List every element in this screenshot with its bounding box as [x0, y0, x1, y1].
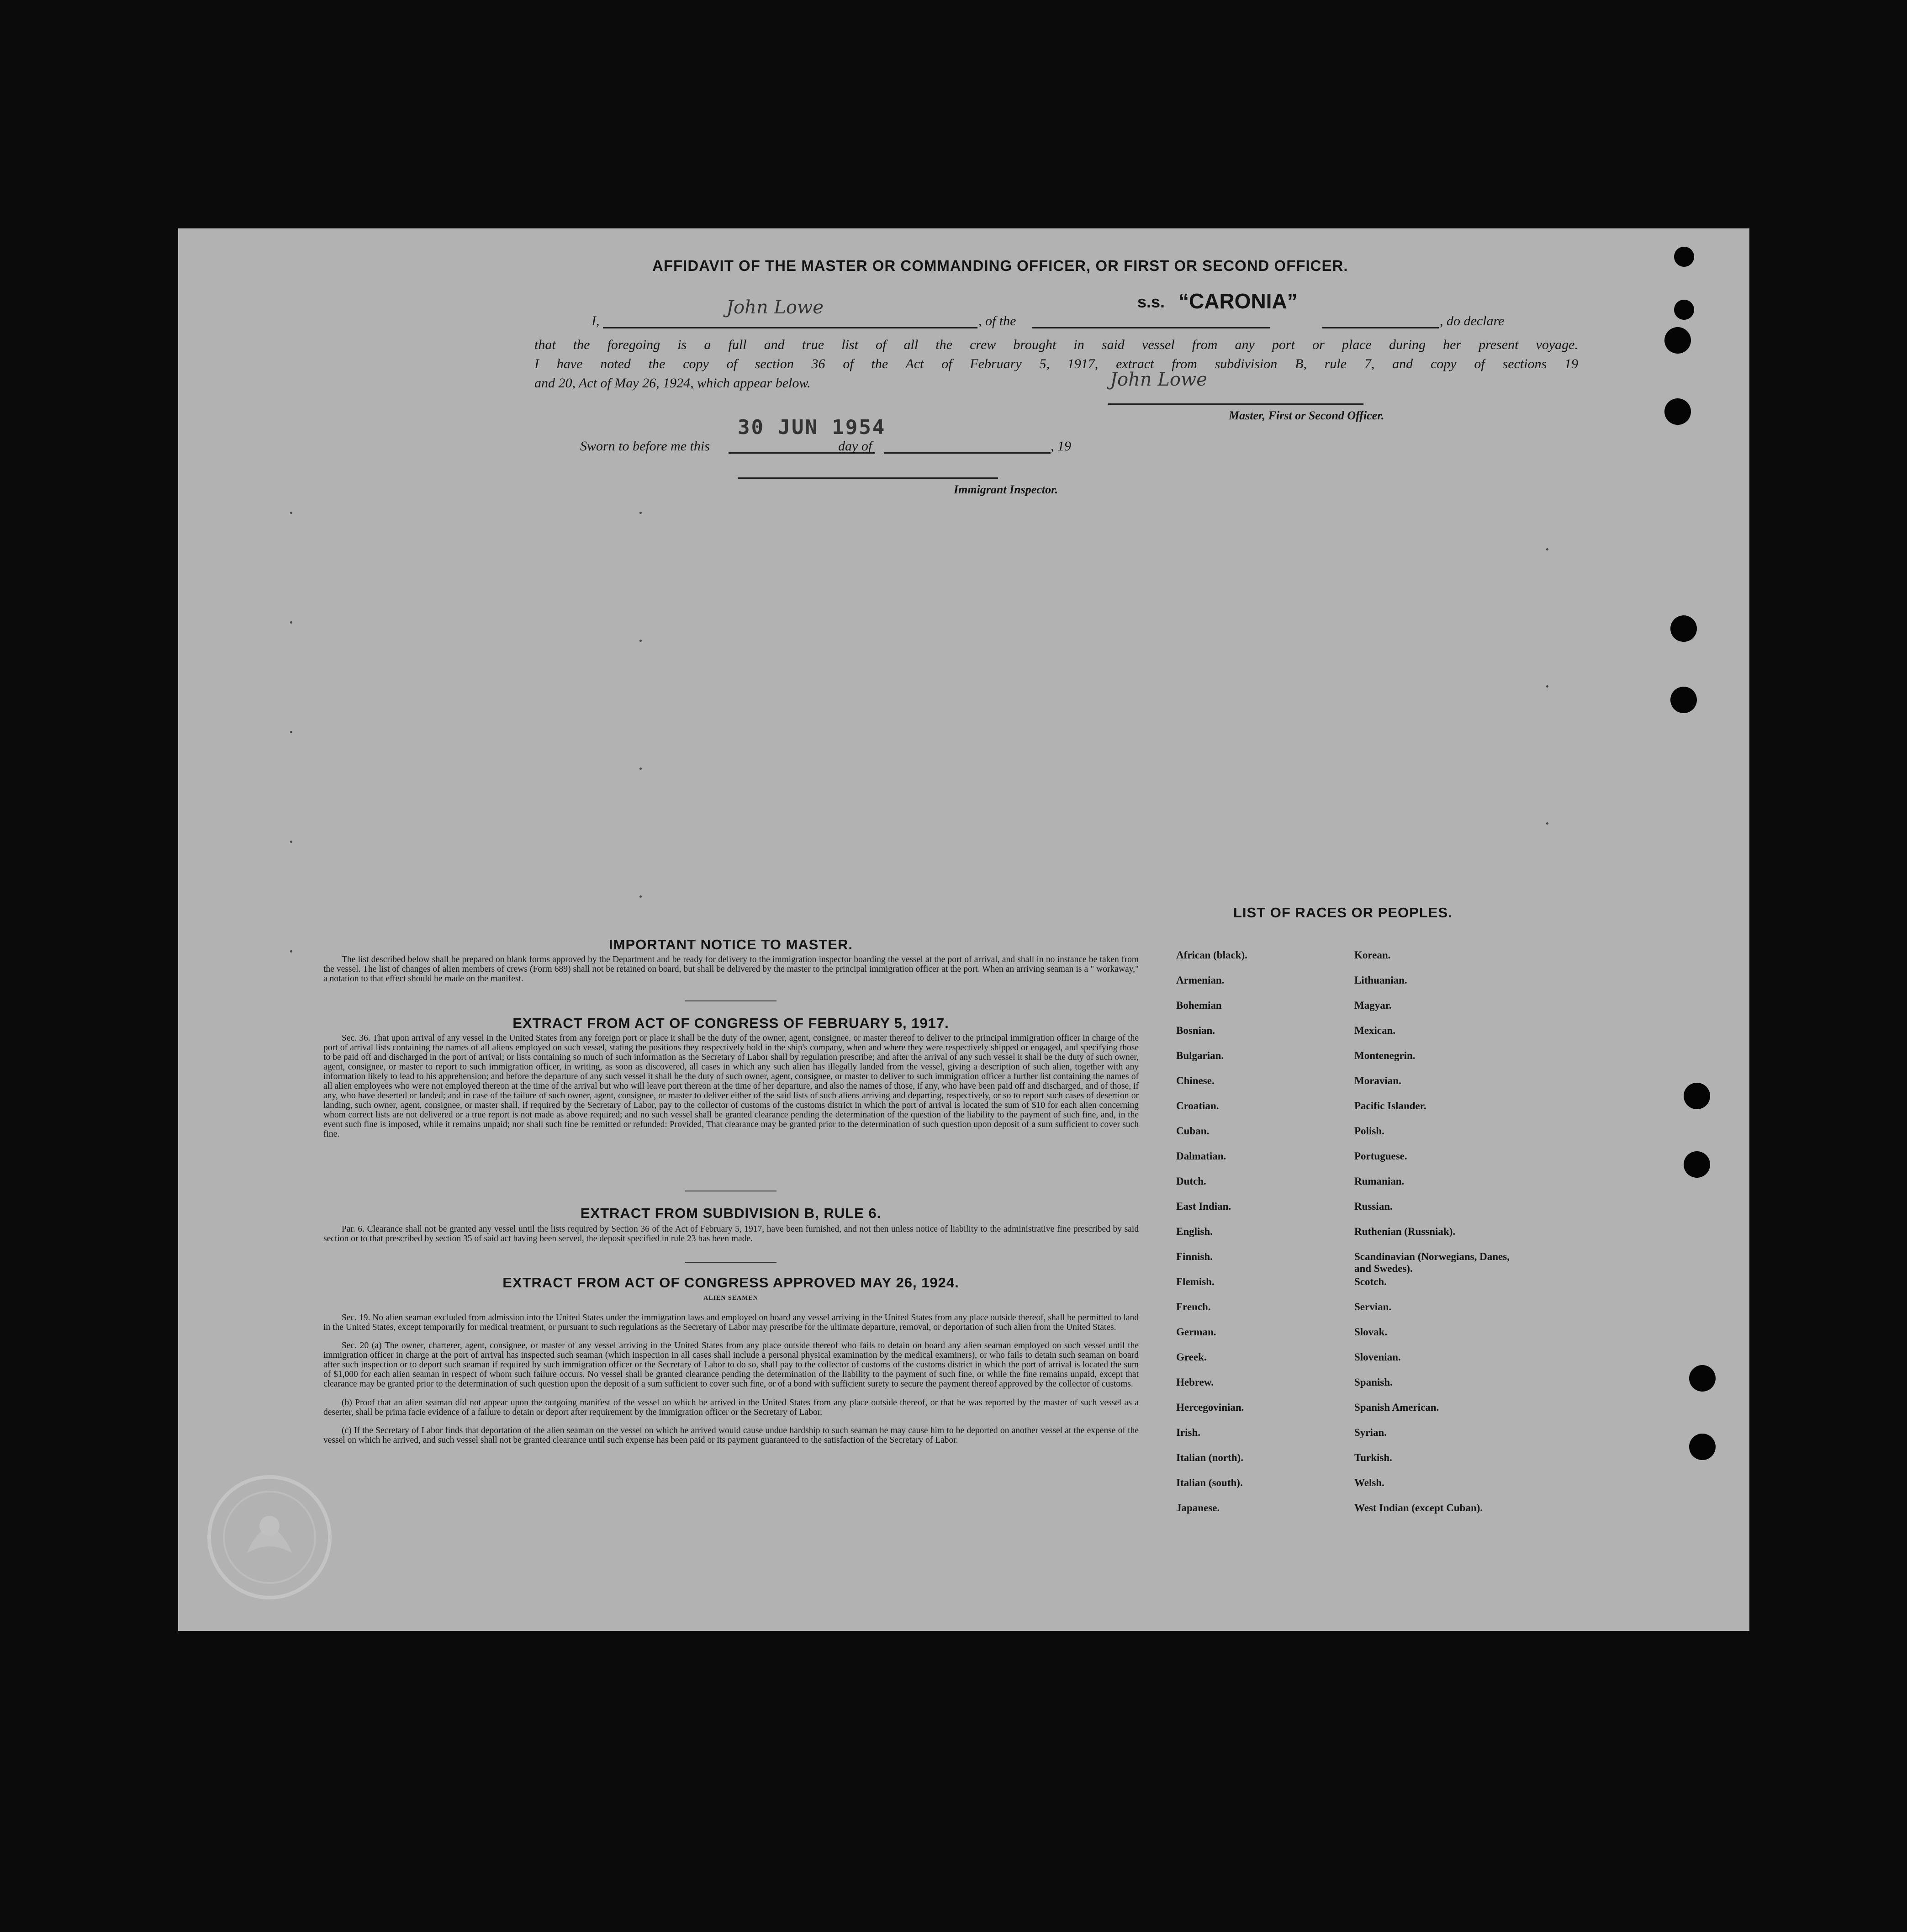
race-item: Bosnian. [1176, 1025, 1215, 1036]
race-item: Dalmatian. [1176, 1150, 1226, 1162]
guide-dot [1546, 822, 1548, 825]
guide-dot [290, 731, 292, 733]
race-item: Pacific Islander. [1354, 1100, 1426, 1112]
inspector-label: Immigrant Inspector. [954, 483, 1058, 496]
rank-line [1032, 327, 1270, 328]
race-item: Flemish. [1176, 1276, 1215, 1287]
race-item: Hercegovinian. [1176, 1402, 1244, 1413]
guide-dot [290, 512, 292, 514]
punch-hole [1689, 1365, 1716, 1392]
inspector-line [738, 477, 998, 479]
of-the-label: , of the [978, 313, 1016, 328]
alien-seamen-subtitle: ALIEN SEAMEN [703, 1295, 758, 1302]
punch-hole [1664, 327, 1691, 354]
race-item: Bulgarian. [1176, 1050, 1224, 1061]
sec-20a-text: Sec. 20 (a) The owner, charterer, agent, consignee, or master of any vessel arriving in the United States from any place outside thereof who fails to detain on board any alien seaman employed on such vessel until the immigration officer in charge at the port of arrival has inspected such seaman (which inspection in all cases shall include a personal physical examination by the medical examiners), or who fails to detain such seaman on board after such inspection or to deport such seaman if required by such immigration officer or the Secretary of Labor to do so, shall pay to the collector of customs of the customs district in which the port of arrival is located the sum of $1,000 for each alien seaman in respect of whom such failure occurs. No vessel shall be granted clearance pending the determination of the liability to the payment of such fine, or while the fine remains unpaid, except that clearance may be granted prior to the determination of such question upon the deposit of a sum sufficient to cover such fine, or of a bond with sufficient surety to secure the payment thereof approved by the collector of customs. [323, 1341, 1139, 1389]
race-item: Irish. [1176, 1427, 1201, 1438]
act-1924-title: EXTRACT FROM ACT OF CONGRESS APPROVED MAY 26, 1924. [502, 1275, 959, 1291]
race-item: African (black). [1176, 949, 1247, 961]
guide-dot [290, 950, 292, 953]
race-item: Syrian. [1354, 1427, 1387, 1438]
race-item: East Indian. [1176, 1201, 1231, 1212]
race-item: Armenian. [1176, 974, 1225, 986]
punch-hole [1670, 615, 1697, 642]
race-item: Croatian. [1176, 1100, 1219, 1112]
guide-dot [639, 895, 642, 898]
race-item: French. [1176, 1301, 1211, 1313]
day-of-label: day of [838, 439, 872, 454]
race-item: Portuguese. [1354, 1150, 1407, 1162]
race-item: Japanese. [1176, 1502, 1220, 1514]
sec-19-text: Sec. 19. No alien seaman excluded from admission into the United States under the immigration laws and employed on board any vessel arriving in the United States from any place outside thereof, shall be permitted to land in the United States, except temporarily for medical treatment, or pursuant to such regulations as the Secretary of Labor may prescribe for the ultimate departure, removal, or deportation of such alien from the United States. [323, 1313, 1139, 1332]
punch-hole [1684, 1083, 1710, 1109]
punch-hole [1684, 1151, 1710, 1178]
declare-line [1322, 327, 1439, 328]
embossed-seal-icon [203, 1471, 336, 1604]
master-signature: John Lowe [1110, 369, 1207, 390]
guide-dot [639, 512, 642, 514]
subdivision-title: EXTRACT FROM SUBDIVISION B, RULE 6. [580, 1205, 882, 1221]
race-item: Moravian. [1354, 1075, 1401, 1086]
race-item: German. [1176, 1326, 1216, 1338]
affidavit-heading: AFFIDAVIT OF THE MASTER OR COMMANDING OFFICER, OR FIRST OR SECOND OFFICER. [652, 257, 1348, 274]
declaration-line-2: that the foregoing is a full and true list of all the crew brought in said vessel from any port or place during her present voyage. [534, 337, 1578, 352]
race-item: Servian. [1354, 1301, 1392, 1313]
race-item: Slovenian. [1354, 1351, 1401, 1363]
date-stamp: 30 JUN 1954 [738, 416, 886, 439]
subdivision-text: Par. 6. Clearance shall not be granted any vessel until the lists required by Section 36 of the Act of February 5, 1917, have been furnished, and not then unless notice of liability to the administrative fine prescribed by said section or to that prescribed by section 35 of said act having been served, the deposit specified in rule 23 has been made. [323, 1224, 1139, 1244]
guide-dot [639, 768, 642, 770]
race-item: Cuban. [1176, 1125, 1210, 1137]
race-item: Greek. [1176, 1351, 1207, 1363]
punch-hole [1670, 687, 1697, 713]
act-1917-title: EXTRACT FROM ACT OF CONGRESS OF FEBRUARY 5, 1917. [512, 1015, 949, 1031]
race-item: Hebrew. [1176, 1376, 1214, 1388]
race-item: English. [1176, 1226, 1213, 1237]
race-item: Scandinavian (Norwegians, Danes, and Swedes). [1354, 1251, 1510, 1274]
race-item: Italian (north). [1176, 1452, 1243, 1463]
punch-hole [1689, 1434, 1716, 1460]
race-item: Italian (south). [1176, 1477, 1243, 1488]
name-line [603, 327, 977, 328]
signature-line [1108, 403, 1363, 405]
race-item: Scotch. [1354, 1276, 1387, 1287]
notice-title: IMPORTANT NOTICE TO MASTER. [609, 937, 853, 953]
notice-text: The list described below shall be prepared on blank forms approved by the Department and be ready for delivery to the immigration inspector boarding the vessel at the port of arrival, and shall in no instance be taken from the vessel. The list of changes of alien members of crews (Form 689) shall not be retained on board, but shall be delivered by the master to the principal immigration officer at the port. When an arriving seaman is a " workaway," a notation to that effect should be made on the manifest. [323, 955, 1139, 984]
act-1917-text: Sec. 36. That upon arrival of any vessel in the United States from any foreign port or place it shall be the duty of the owner, agent, consignee, or master thereof to deliver to the principal immigration officer in charge of the port of arrival lists containing the names of all aliens employed on such vessel, stating the positions they respectively hold in the ship's company, when and where they were respectively shipped or engaged, and specifying those to be paid off and discharged in the port of arrival; or lists containing so much of such information as the Secretary of Labor shall by regulation prescribe; and after the arrival of any such vessel it shall be the duty of such owner, agent, consignee, or master to report to such immigration officer, in writing, as soon as discovered, all cases in which any such alien has illegally landed from the vessel, giving a description of such alien, together with any information likely to lead to his apprehension; and before the departure of any such vessel it shall be the duty of such owner, agent, consignee, or master to deliver to such immigration officer a further list containing the names of all alien employees who were not employed thereon at the time of the arrival but who will leave port thereon at the time of her departure, and also the names of those, if any, who have been paid off and discharged, and of those, if any, who have deserted or landed; and in case of the failure of such owner, agent, consignee, or master to deliver either of the said lists of such aliens arriving and departing, respectively, or so to report such cases of desertion or landing, such owner, agent, consignee, or master shall, if required by the Secretary of Labor, pay to the collector of customs of the customs district in which the port of arrival is located the sum of $10 for each alien concerning whom correct lists are not delivered or a true report is not made as above required; and no such vessel shall be granted clearance pending the determination of the question of the liability to the payment of such fine, and, in the event such fine is imposed, while it remains unpaid; nor shall such fine be remitted or refunded: Provided, That clearance may be granted prior to the determination of such question upon deposit of a sum sufficient to cover such fine. [323, 1033, 1139, 1139]
master-label: Master, First or Second Officer. [1229, 409, 1384, 422]
races-title: LIST OF RACES OR PEOPLES. [1233, 905, 1453, 921]
race-item: Russian. [1354, 1201, 1393, 1212]
race-item: Polish. [1354, 1125, 1384, 1137]
race-item: Korean. [1354, 949, 1391, 961]
separator [685, 1262, 777, 1263]
sec-20b-text: (b) Proof that an alien seaman did not appear upon the outgoing manifest of the vessel on which he arrived in the United States from any place outside thereof, or that he was reported by the master of such vessel as a deserter, shall be prima facie evidence of a failure to detain or deport after requirement by the immigration officer or the Secretary of Labor. [323, 1397, 1139, 1417]
vessel-prefix: s.s. [1137, 292, 1165, 311]
race-item: Chinese. [1176, 1075, 1215, 1086]
guide-dot [1546, 685, 1548, 688]
separator [685, 1000, 777, 1001]
act-1924-text [323, 1304, 1139, 1454]
declaration-line-3: I have noted the copy of section 36 of the Act of February 5, 1917, extract from subdivision B, rule 7, and copy of sections 19 [534, 356, 1578, 371]
sec-20c-text: (c) If the Secretary of Labor finds that deportation of the alien seaman on the vessel on which he arrived would cause undue hardship to such seaman he may cause him to be deported on another vessel at the expense of the vessel on which he arrived, and such vessel shall not be granted clearance until such expense has been paid or its payment guaranteed to the satisfaction of the Secretary of Labor. [323, 1426, 1139, 1445]
year-prefix: , 19 [1051, 439, 1071, 454]
race-item: Turkish. [1354, 1452, 1392, 1463]
i-label: I, [592, 313, 600, 328]
punch-hole [1664, 398, 1691, 425]
race-item: West Indian (except Cuban). [1354, 1502, 1483, 1514]
race-item: Ruthenian (Russniak). [1354, 1226, 1456, 1237]
do-declare-label: , do declare [1440, 313, 1505, 328]
race-item: Welsh. [1354, 1477, 1384, 1488]
month-line [884, 452, 1051, 454]
race-item: Finnish. [1176, 1251, 1213, 1262]
document-sheet [178, 228, 1749, 1631]
race-item: Lithuanian. [1354, 974, 1407, 986]
race-item: Dutch. [1176, 1175, 1206, 1187]
guide-dot [290, 841, 292, 843]
race-item: Mexican. [1354, 1025, 1396, 1036]
vessel-name: “CARONIA” [1178, 289, 1298, 313]
race-item: Spanish. [1354, 1376, 1393, 1388]
punch-hole [1674, 247, 1694, 267]
race-item: Rumanian. [1354, 1175, 1405, 1187]
race-item: Montenegrin. [1354, 1050, 1416, 1061]
declaration-line-4: and 20, Act of May 26, 1924, which appear below. [534, 376, 811, 391]
race-item: Spanish American. [1354, 1402, 1439, 1413]
punch-hole [1674, 300, 1694, 320]
guide-dot [1546, 548, 1548, 550]
master-signature-top: John Lowe [726, 297, 824, 318]
race-item: Slovak. [1354, 1326, 1388, 1338]
guide-dot [290, 621, 292, 624]
guide-dot [639, 640, 642, 642]
race-item: Bohemian [1176, 1000, 1222, 1011]
race-item: Magyar. [1354, 1000, 1392, 1011]
sworn-text: Sworn to before me this [580, 439, 710, 454]
